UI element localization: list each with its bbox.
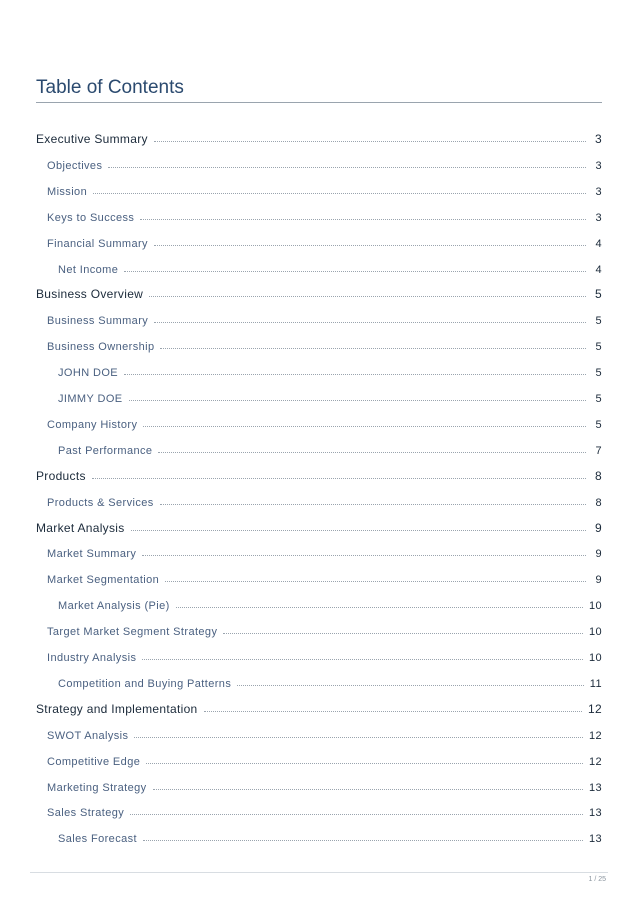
toc-entry-label: Keys to Success <box>47 211 135 224</box>
dot-leader <box>93 193 586 194</box>
dot-leader <box>146 763 583 764</box>
dot-leader <box>160 504 586 505</box>
toc-entry-page-number: 10 <box>588 626 602 639</box>
toc-entry-label: JOHN DOE <box>58 367 119 380</box>
toc-entry[interactable] <box>36 540 602 560</box>
dot-leader <box>154 141 586 142</box>
toc-entry[interactable] <box>36 515 602 535</box>
toc-entry-label: Industry Analysis <box>47 652 137 664</box>
dot-leader <box>130 814 583 815</box>
toc-entry-label: Financial Summary <box>47 237 148 250</box>
toc-entry[interactable] <box>36 825 602 845</box>
toc-entry-label: Target Market Segment Strategy <box>47 626 218 639</box>
toc-entry-page-number: 7 <box>595 444 602 457</box>
toc-entry[interactable] <box>36 670 602 690</box>
dot-leader <box>165 581 586 582</box>
dot-leader <box>108 167 586 168</box>
toc-entry-page-number: 9 <box>595 574 602 587</box>
dot-leader <box>92 478 586 479</box>
toc-entry[interactable] <box>36 696 602 716</box>
toc-entry-label: Objectives <box>47 159 103 172</box>
toc-entry-label: JIMMY DOE <box>58 393 123 405</box>
toc-entry-label: Marketing Strategy <box>47 781 147 794</box>
dot-leader <box>142 555 586 556</box>
toc-entry[interactable] <box>36 566 602 586</box>
toc-entry[interactable] <box>36 799 602 819</box>
toc-entry-page-number: 9 <box>595 548 602 561</box>
toc-entry-page-number: 13 <box>588 781 602 794</box>
page-title: Table of Contents <box>36 76 602 103</box>
toc-entry-label: Market Analysis <box>36 520 125 535</box>
toc-entry[interactable] <box>36 359 602 379</box>
dot-leader <box>149 296 586 297</box>
toc-entry[interactable] <box>36 126 602 146</box>
dot-leader <box>124 374 586 375</box>
toc-entry-page-number: 5 <box>595 341 602 354</box>
toc-entry-label: Market Segmentation <box>47 574 160 587</box>
footer-page-indicator: 1 / 25 <box>588 876 606 883</box>
toc-entry-label: Products <box>36 468 86 483</box>
toc-entry-label: Business Ownership <box>47 341 155 354</box>
toc-entry[interactable] <box>36 178 602 198</box>
dot-leader <box>142 659 583 660</box>
toc-entry[interactable] <box>36 592 602 612</box>
toc-entry-page-number: 11 <box>589 677 602 690</box>
dot-leader <box>154 322 586 323</box>
footer-divider <box>30 872 608 873</box>
dot-leader <box>160 348 586 349</box>
toc-entry-page-number: 9 <box>595 520 602 535</box>
toc-entry-page-number: 10 <box>588 600 602 613</box>
toc-entry[interactable] <box>36 152 602 172</box>
toc-entry-page-number: 3 <box>595 132 602 146</box>
toc-entry-label: Sales Strategy <box>47 807 125 820</box>
toc-entry-label: Net Income <box>58 263 119 276</box>
toc-entry[interactable] <box>36 333 602 353</box>
toc-entry[interactable] <box>36 463 602 483</box>
toc-entry[interactable] <box>36 489 602 509</box>
toc-entry[interactable] <box>36 281 602 301</box>
toc-entry-label: Competition and Buying Patterns <box>58 677 232 690</box>
toc-entry-page-number: 8 <box>595 496 602 509</box>
toc-entry-page-number: 8 <box>595 468 602 483</box>
toc-entry-label: Executive Summary <box>36 132 148 146</box>
toc-entry-page-number: 12 <box>588 701 602 716</box>
toc-entry-page-number: 3 <box>595 185 602 198</box>
toc-entry-label: Business Summary <box>47 315 149 328</box>
toc-entry-label: Competitive Edge <box>47 755 141 768</box>
dot-leader <box>140 219 586 220</box>
toc-entry[interactable] <box>36 644 602 664</box>
toc-entry-page-number: 4 <box>595 237 602 250</box>
toc-entry-page-number: 5 <box>595 418 602 431</box>
toc-entry[interactable] <box>36 748 602 768</box>
toc-entry[interactable] <box>36 307 602 327</box>
toc-entry-label: Market Analysis (Pie) <box>58 600 170 613</box>
dot-leader <box>153 789 583 790</box>
toc-entry-page-number: 12 <box>588 729 602 742</box>
dot-leader <box>134 737 583 738</box>
toc-entry-label: Strategy and Implementation <box>36 701 198 716</box>
toc-entry[interactable] <box>36 230 602 250</box>
dot-leader <box>129 400 586 401</box>
toc-entry[interactable] <box>36 722 602 742</box>
dot-leader <box>131 530 586 531</box>
toc-entry[interactable] <box>36 411 602 431</box>
toc-entry-label: Market Summary <box>47 548 137 561</box>
toc-entry[interactable] <box>36 204 602 224</box>
toc-entry-page-number: 5 <box>595 315 602 328</box>
toc-entry-page-number: 12 <box>588 755 602 768</box>
toc-entry-label: SWOT Analysis <box>47 729 129 742</box>
dot-leader <box>143 840 583 841</box>
dot-leader <box>237 685 584 686</box>
toc-entry-label: Sales Forecast <box>58 833 137 846</box>
toc-entry-label: Company History <box>47 418 138 431</box>
toc-entry-label: Products & Services <box>47 496 154 509</box>
dot-leader <box>154 245 586 246</box>
toc-entry[interactable] <box>36 385 602 405</box>
toc-entry-page-number: 3 <box>595 159 602 172</box>
toc-entry-page-number: 13 <box>588 807 602 820</box>
toc-entry-page-number: 3 <box>595 211 602 224</box>
toc-entry-label: Mission <box>47 185 88 198</box>
toc-entry-label: Past Performance <box>58 444 153 457</box>
toc-entry-label: Business Overview <box>36 287 144 302</box>
toc-entry-page-number: 13 <box>588 833 602 846</box>
toc-entry[interactable] <box>36 256 602 276</box>
toc-entry-page-number: 10 <box>588 652 602 664</box>
toc-entry[interactable] <box>36 618 602 638</box>
dot-leader <box>124 271 586 272</box>
dot-leader <box>204 711 583 712</box>
dot-leader <box>158 452 586 453</box>
dot-leader <box>176 607 583 608</box>
toc-entry[interactable] <box>36 774 602 794</box>
toc-entry-page-number: 5 <box>595 367 602 380</box>
dot-leader <box>143 426 586 427</box>
dot-leader <box>223 633 583 634</box>
toc-entry-page-number: 5 <box>595 287 602 302</box>
toc-entry-page-number: 4 <box>595 263 602 276</box>
toc-entry-page-number: 5 <box>595 393 602 405</box>
toc-entry[interactable] <box>36 437 602 457</box>
